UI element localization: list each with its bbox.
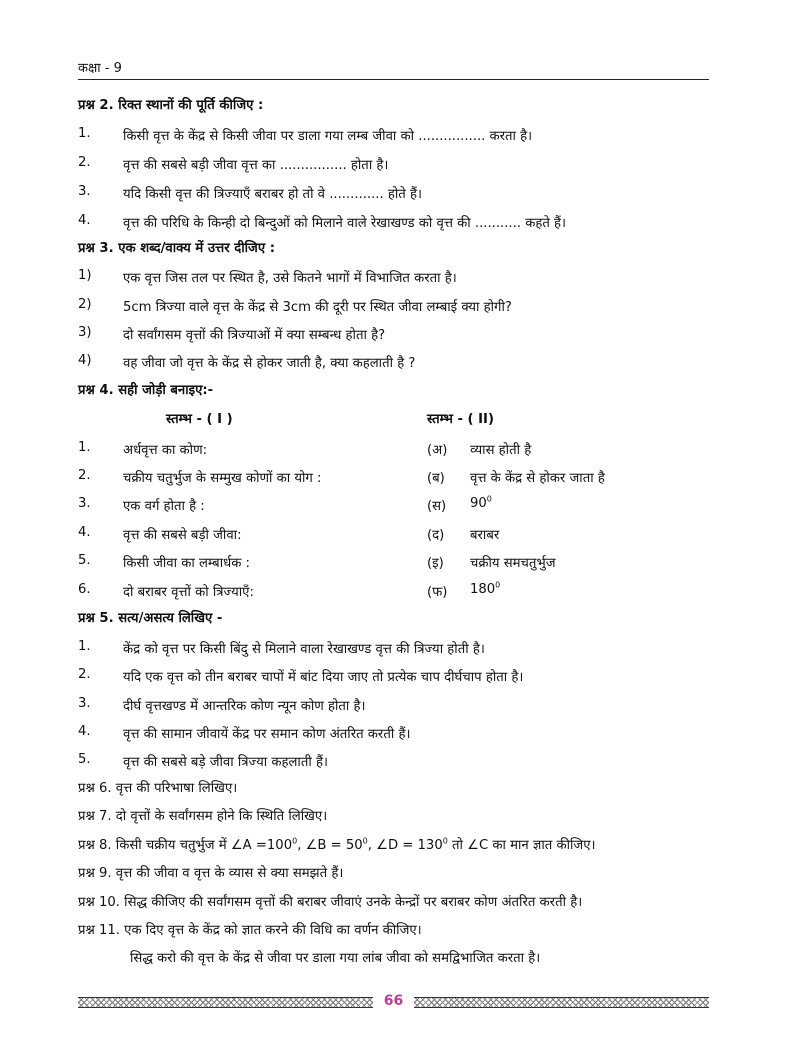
degree-mark: 0 [442,836,448,846]
q5-item-4-num: 4. [78,724,91,739]
q5-item-2-num: 2. [78,667,91,682]
q3-item-3: दो सर्वांगसम वृत्तों की त्रिज्याओं में क्या सम्बन्ध होता है? [123,328,386,343]
match-row-1-tag: (अ) [427,443,448,458]
match-row-4-num: 4. [78,525,91,540]
q3-item-1: एक वृत्त जिस तल पर स्थित है, उसे कितने भागों में विभाजित करता है। [123,271,457,286]
q3-item-1-num: 1) [78,268,92,283]
column-1-heading: स्तम्भ - ( I ) [166,412,233,427]
q8-suffix: तो ∠C का मान ज्ञात कीजिए। [447,838,596,853]
column-2-heading: स्तम्भ - ( II) [427,412,494,427]
q3-item-2: 5cm त्रिज्या वाले वृत्त के केंद्र से 3cm की दूरी पर स्थित जीवा लम्बाई क्या होगी? [123,300,512,315]
q8-mid1: , ∠B = 50 [297,838,363,853]
class-header: कक्षा - 9 [78,61,122,76]
decorative-border-right [414,997,709,1008]
match-row-6-tag: (फ) [427,585,448,600]
page-number: 66 [379,988,409,1014]
q2-item-1: किसी वृत्त के केंद्र से किसी जीवा पर डाला गया लम्ब जीवा को ................ करता है। [123,129,533,144]
question-7: प्रश्न 7. दो वृत्तों के सर्वांगसम होने कि स्थिति लिखिए। [78,809,328,824]
q4-title: प्रश्न 4. सही जोड़ी बनाइए:- [78,383,214,398]
match-row-1-num: 1. [78,440,91,455]
q2-item-4: वृत्त की परिधि के किन्ही दो बिन्दुओं को मिलाने वाले रेखाखण्ड को वृत्त की ........... कहते हैं। [123,216,567,231]
question-9: प्रश्न 9. वृत्त की जीवा व वृत्त के व्यास से क्या समझते हैं। [78,866,344,881]
question-10: प्रश्न 10. सिद्ध कीजिए की सर्वांगसम वृत्तों की बराबर जीवाएं उनके केन्द्रों पर बराबर कोण अंतरित करती है। [78,895,583,910]
match-row-5-left: किसी जीवा का लम्बार्धक : [123,556,250,571]
q3-title: प्रश्न 3. एक शब्द/वाक्य में उत्तर दीजिए : [78,241,276,256]
match-row-6-value: 180 [470,582,496,597]
page-footer [78,994,709,1010]
q2-item-1-num: 1. [78,126,91,141]
match-row-2-tag: (ब) [427,471,445,486]
q5-item-4: वृत्त की सामान जीवायें केंद्र पर समान कोण अंतरित करती हैं। [123,727,411,742]
q2-item-3-num: 3. [78,184,91,199]
q5-item-1: केंद्र को वृत्त पर किसी बिंदु से मिलाने वाला रेखाखण्ड वृत्त की त्रिज्या होती है। [123,642,485,657]
match-row-4-left: वृत्त की सबसे बड़ी जीवा: [123,528,242,543]
degree-mark: 0 [292,836,298,846]
question-12: सिद्ध करो की वृत्त के केंद्र से जीवा पर डाला गया लांब जीवा को समद्विभाजित करता है। [130,951,541,966]
question-6: प्रश्न 6. वृत्त की परिभाषा लिखिए। [78,781,238,796]
q3-item-4-num: 4) [78,353,92,368]
match-row-6-right [470,582,500,597]
match-row-3-left: एक वर्ग होता है : [123,499,205,514]
q5-item-5-num: 5. [78,752,91,767]
degree-mark: 0 [486,494,492,504]
match-row-5-right: चक्रीय समचतुर्भुज [470,556,556,571]
question-8 [78,837,596,855]
q2-item-2-num: 2. [78,155,91,170]
q2-item-4-num: 4. [78,213,91,228]
header-rule [78,79,709,80]
q5-item-3-num: 3. [78,696,91,711]
match-row-2-left: चक्रीय चतुर्भुज के सम्मुख कोणों का योग : [123,471,322,486]
question-11: प्रश्न 11. एक दिए वृत्त के केंद्र को ज्ञात करने की विधि का वर्णन कीजिए। [78,923,422,938]
match-row-1-right: व्यास होती है [470,443,532,458]
q3-item-2-num: 2) [78,297,92,312]
q3-item-3-num: 3) [78,325,92,340]
match-row-2-right: वृत्त के केंद्र से होकर जाता है [470,471,605,486]
q8-mid2: , ∠D = 130 [367,838,443,853]
q5-item-3: दीर्घ वृत्तखण्ड में आन्तरिक कोण न्यून कोण होता है। [123,699,366,714]
q5-item-1-num: 1. [78,639,91,654]
match-row-3-tag: (स) [427,499,447,514]
decorative-border-left [78,997,373,1008]
degree-mark: 0 [495,580,501,590]
match-row-2-num: 2. [78,468,91,483]
match-row-3-right [470,496,492,511]
q2-item-2: वृत्त की सबसे बड़ी जीवा वृत्त का ................ होता है। [123,158,389,173]
degree-mark: 0 [362,836,368,846]
q8-prefix: प्रश्न 8. किसी चक्रीय चतुर्भुज में ∠A =100 [78,838,293,853]
match-row-4-right: बराबर [470,528,500,543]
q5-title: प्रश्न 5. सत्य/असत्य लिखिए - [78,611,223,626]
q2-title: प्रश्न 2. रिक्त स्थानों की पूर्ति कीजिए : [78,98,264,113]
q3-item-4: वह जीवा जो वृत्त के केंद्र से होकर जाती है, क्या कहलाती है ? [123,356,416,371]
match-row-4-tag: (द) [427,528,445,543]
match-row-5-num: 5. [78,553,91,568]
match-row-6-num: 6. [78,582,91,597]
q5-item-5: वृत्त की सबसे बड़े जीवा त्रिज्या कहलाती हैं। [123,755,328,770]
q5-item-2: यदि एक वृत्त को तीन बराबर चापों में बांट दिया जाए तो प्रत्येक चाप दीर्घचाप होता है। [123,670,524,685]
match-row-6-left: दो बराबर वृत्तों को त्रिज्याएँ: [123,585,254,600]
match-row-1-left: अर्धवृत्त का कोण: [123,443,208,458]
q2-item-3: यदि किसी वृत्त की त्रिज्याएँ बराबर हो तो वे ............. होते हैं। [123,187,423,202]
match-row-5-tag: (इ) [427,556,444,571]
match-row-3-value: 90 [470,496,487,511]
match-row-3-num: 3. [78,496,91,511]
